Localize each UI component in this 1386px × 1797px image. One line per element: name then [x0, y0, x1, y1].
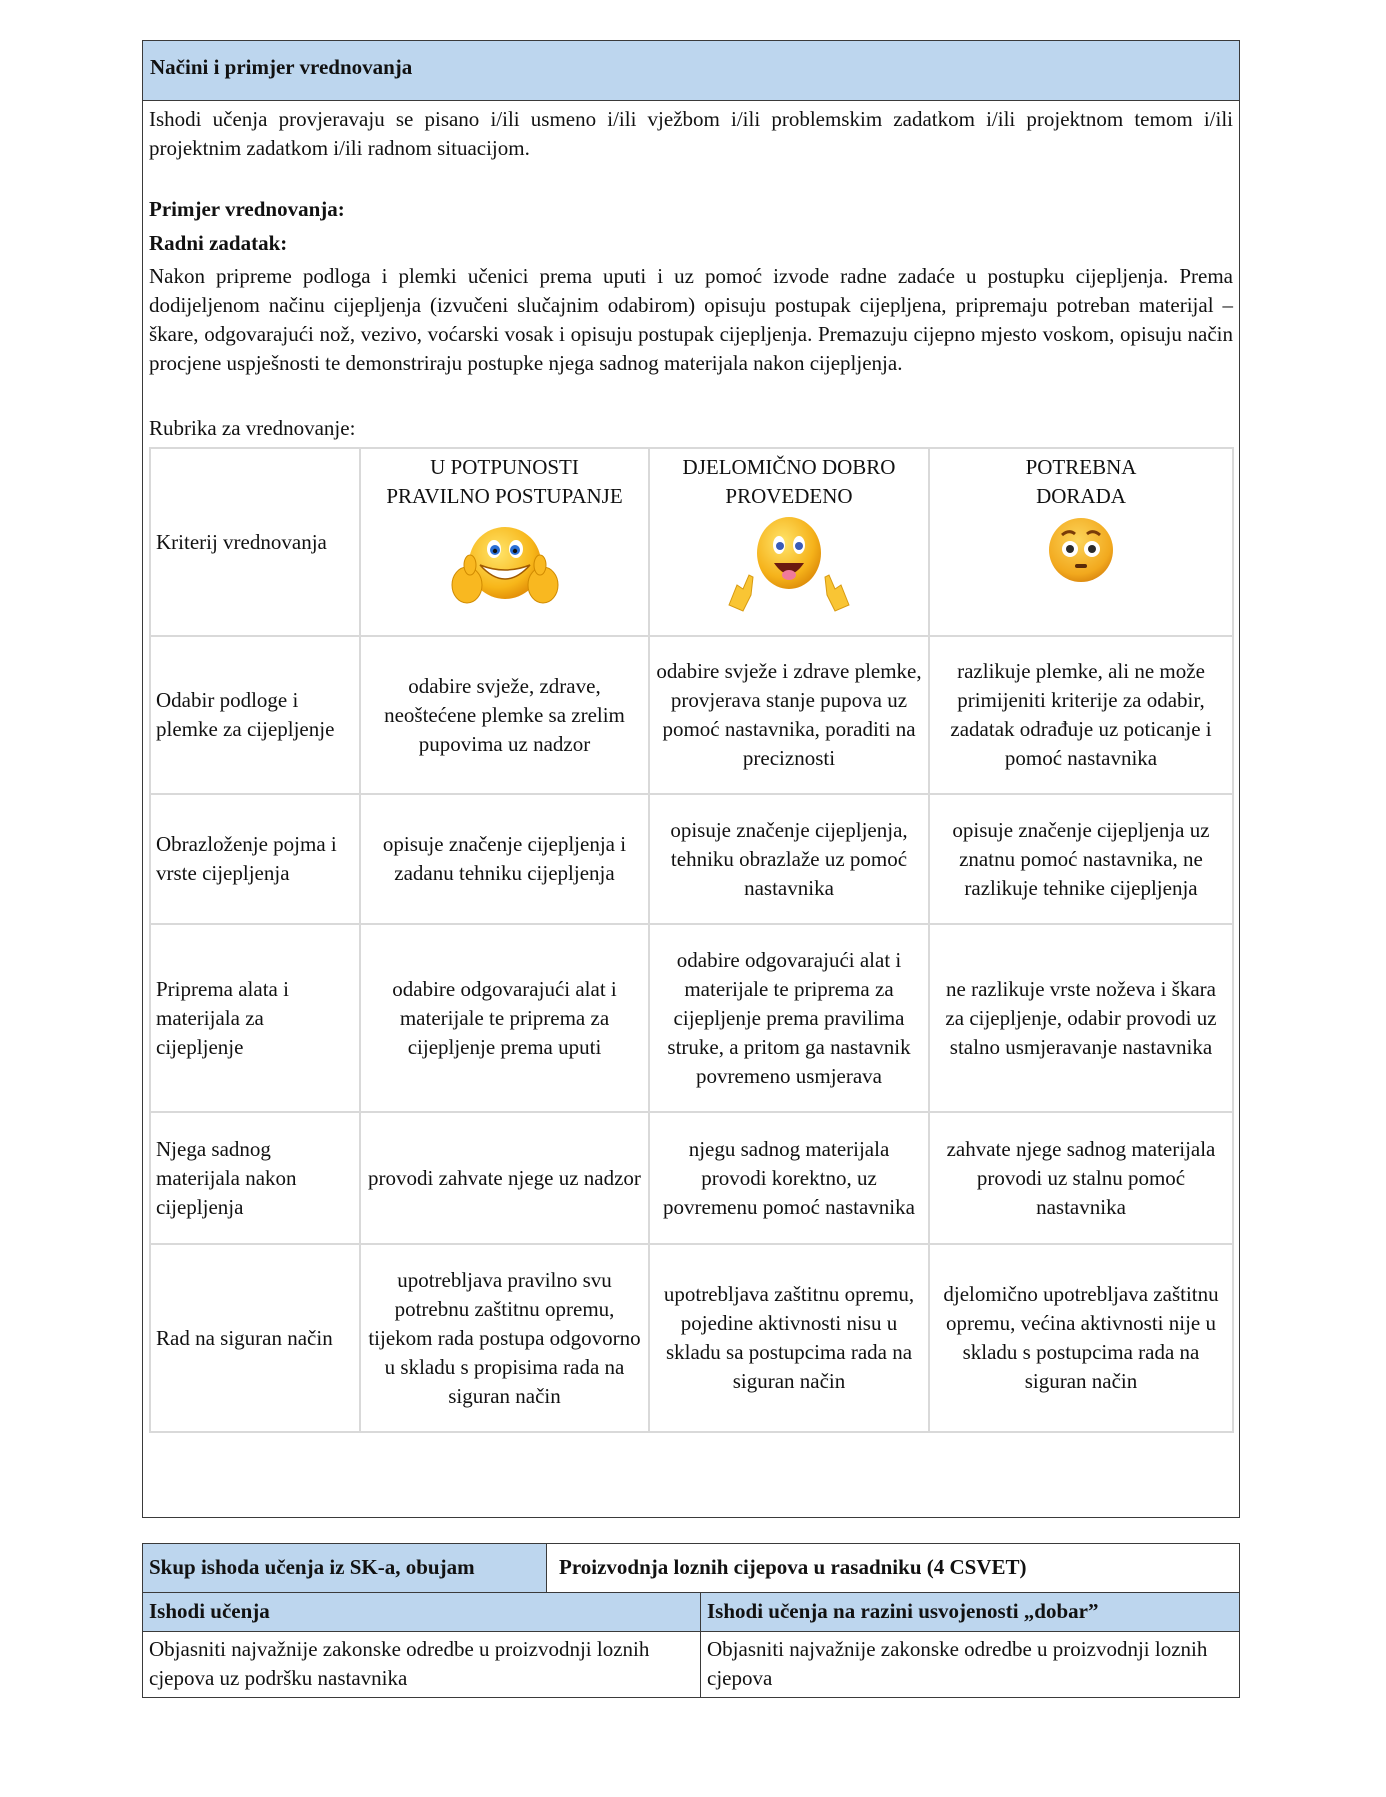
assessment-section [142, 40, 1240, 1518]
rubric-cell: zahvate njege sadnog materijala provodi uz stalnu pomoć nastavnika [929, 1112, 1233, 1244]
criterion-cell: Priprema alata i materijala za cijepljenje [150, 924, 360, 1112]
outcomes-header-row [142, 1592, 1240, 1632]
level-header-full [360, 448, 649, 636]
rubric-row [150, 794, 1233, 924]
criterion-cell: Rad na siguran način [150, 1244, 360, 1432]
outcomes-good-level-header: Ishodi učenja na razini usvojenosti „dobar” [707, 1599, 1099, 1623]
outcome-text: Objasniti najvažnije zakonske odredbe u proizvodnji loznih cjepova uz podršku nastavnika [143, 1632, 701, 1697]
rubric-row [150, 1112, 1233, 1244]
criterion-cell: Odabir podloge i plemke za cijepljenje [150, 636, 360, 794]
criterion-cell: Obrazloženje pojma i vrste cijepljenja [150, 794, 360, 924]
rubric-cell: djelomično upotrebljava zaštitnu opremu, većina aktivnosti nije u skladu s postupcima rada na siguran način [929, 1244, 1233, 1432]
level-label: POTREBNA DORADA [1025, 455, 1137, 508]
rubric-cell: upotrebljava zaštitnu opremu, pojedine aktivnosti nisu u skladu sa postupcima rada na siguran način [649, 1244, 929, 1432]
section-content [143, 105, 1239, 1433]
rubric-cell: opisuje značenje cijepljenja uz znatnu pomoć nastavnika, ne razlikuje tehnike cijepljenja [929, 794, 1233, 924]
rubric-cell: odabire odgovarajući alat i materijale te priprema za cijepljenje prema pravilima struke, a pritom ga nastavnik povremeno usmjerava [649, 924, 929, 1112]
level-header-needs-work [929, 448, 1233, 636]
flushed-face-emoji-icon [1046, 515, 1116, 585]
outcome-set-label: Skup ishoda učenja iz SK-a, obujam [143, 1544, 547, 1592]
rubric-cell: opisuje značenje cijepljenja, tehniku obrazlaže uz pomoć nastavnika [649, 794, 929, 924]
outcome-set-row [142, 1543, 1240, 1593]
task-heading: Radni zadatak: [149, 231, 288, 255]
criterion-header: Kriterij vrednovanja [150, 448, 360, 636]
task-text: Nakon pripreme podloga i plemki učenici prema uputi i uz pomoć izvode radne zadaće u postupku cijepljenja. Prema dodijeljenom načinu cijepljenja (izvučeni slučajnim odabirom) opisuju postupak cijepljena, pripremaju potreban materijal – škare, odgovarajući nož, vezivo, voćarski vosak i opisuju postupak cijepljenja. Premazuju cijepno mjesto voskom, opisuju način procjene uspješnosti te demonstriraju postupke njega sadnog materijala nakon cijepljenja. [149, 264, 1233, 375]
level-label: U POTPUNOSTI PRAVILNO POSTUPANJE [386, 455, 623, 508]
rubric-cell: ne razlikuje vrste noževa i škara za cijepljenje, odabir provodi uz stalno usmjeravanje nastavnika [929, 924, 1233, 1112]
rubric-cell: odabire odgovarajući alat i materijale te priprema za cijepljenje prema uputi [360, 924, 649, 1112]
level-label: DJELOMIČNO DOBRO PROVEDENO [682, 455, 896, 508]
rubric-cell: opisuje značenje cijepljenja i zadanu tehniku cijepljenja [360, 794, 649, 924]
rubric-row [150, 1244, 1233, 1432]
rubric-cell: odabire svježe, zdrave, neoštećene plemke sa zrelim pupovima uz nadzor [360, 636, 649, 794]
rubric-header-row [150, 448, 1233, 636]
intro-text: Ishodi učenja provjeravaju se pisano i/ili usmeno i/ili vježbom i/ili problemskim zadatkom i/ili projektnom temom i/ili projektnim zadatkom i/ili radnom situacijom. [149, 107, 1233, 160]
rubric-cell: upotrebljava pravilno svu potrebnu zaštitnu opremu, tijekom rada postupa odgovorno u skladu s propisima rada na siguran način [360, 1244, 649, 1432]
rubric-row [150, 924, 1233, 1112]
level-header-partial [649, 448, 929, 636]
rubric-label: Rubrika za vrednovanje: [149, 416, 356, 440]
outcomes-row [142, 1631, 1240, 1698]
outcome-set-value: Proizvodnja loznih cijepova u rasadniku (4 CSVET) [559, 1555, 1027, 1579]
rubric-table [149, 447, 1234, 1433]
outcome-good-level-text: Objasniti najvažnije zakonske odredbe u proizvodnji loznih cjepova [707, 1637, 1208, 1690]
rubric-cell: odabire svježe i zdrave plemke, provjerava stanje pupova uz pomoć nastavnika, poraditi na preciznosti [649, 636, 929, 794]
rubric-cell: njegu sadnog materijala provodi korektno, uz povremenu pomoć nastavnika [649, 1112, 929, 1244]
section-title: Načini i primjer vrednovanja [143, 41, 1239, 101]
happy-pointing-emoji-icon [719, 515, 859, 615]
rubric-row [150, 636, 1233, 794]
criterion-cell: Njega sadnog materijala nakon cijepljenja [150, 1112, 360, 1244]
outcomes-header: Ishodi učenja [143, 1593, 701, 1631]
rubric-cell: razlikuje plemke, ali ne može primijeniti kriterije za odabir, zadatak odrađuje uz poticanje i pomoć nastavnika [929, 636, 1233, 794]
rubric-cell: provodi zahvate njege uz nadzor [360, 1112, 649, 1244]
example-heading: Primjer vrednovanja: [149, 197, 345, 221]
grinning-thumbs-up-emoji-icon [450, 521, 560, 609]
